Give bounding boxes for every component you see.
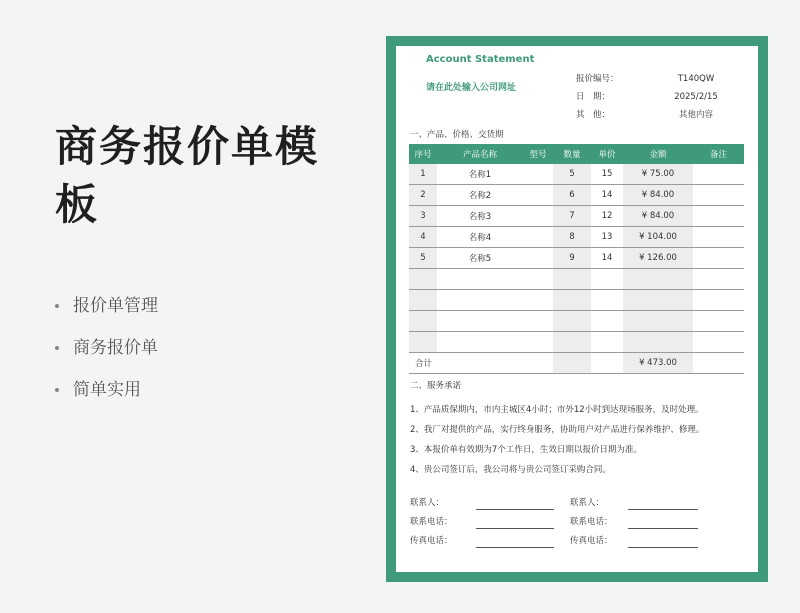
table-cell xyxy=(523,353,553,374)
table-cell xyxy=(623,290,693,311)
bullet-dot-icon xyxy=(55,346,59,350)
quote-sheet xyxy=(396,46,758,572)
contact-label: 联系电话： xyxy=(410,517,453,527)
contact-label: 联系电话： xyxy=(570,517,613,527)
bullet-dot-icon xyxy=(55,388,59,392)
table-cell xyxy=(409,290,437,311)
table-cell: 2 xyxy=(409,185,437,206)
table-cell xyxy=(623,332,693,353)
table-cell xyxy=(523,248,553,269)
col-header: 序号 xyxy=(409,144,437,164)
contact-label: 联系人： xyxy=(570,498,605,508)
table-cell: 14 xyxy=(591,248,623,269)
table-cell: ¥ 104.00 xyxy=(623,227,693,248)
doc-meta xyxy=(576,70,756,124)
table-cell xyxy=(409,311,437,332)
table-cell xyxy=(693,290,744,311)
table-cell: 7 xyxy=(553,206,591,227)
section-heading: 二、服务承诺 xyxy=(410,381,462,391)
table-cell xyxy=(409,269,437,290)
contact-label: 联系人： xyxy=(410,498,445,508)
table-cell: ¥ 126.00 xyxy=(623,248,693,269)
table-row xyxy=(409,290,744,311)
contact-row xyxy=(410,532,750,551)
table-cell xyxy=(591,290,623,311)
table-cell xyxy=(553,332,591,353)
feature-item xyxy=(55,327,158,369)
table-cell xyxy=(437,269,523,290)
table-cell xyxy=(523,206,553,227)
doc-title: Account Statement xyxy=(426,54,535,65)
total-row xyxy=(409,353,744,374)
table-cell: ¥ 84.00 xyxy=(623,185,693,206)
table-cell: 6 xyxy=(553,185,591,206)
table-row xyxy=(409,206,744,227)
bullet-dot-icon xyxy=(55,304,59,308)
table-row xyxy=(409,248,744,269)
table-cell xyxy=(437,290,523,311)
table-cell xyxy=(591,311,623,332)
contact-line xyxy=(628,499,698,510)
table-cell xyxy=(409,332,437,353)
meta-row xyxy=(576,106,756,124)
table-cell: 名称3 xyxy=(437,206,523,227)
col-header: 型号 xyxy=(523,144,553,164)
contact-line xyxy=(628,518,698,529)
table-cell xyxy=(693,206,744,227)
feature-list xyxy=(55,285,158,411)
table-cell: 3 xyxy=(409,206,437,227)
table-cell: ¥ 84.00 xyxy=(623,206,693,227)
table-cell xyxy=(693,353,744,374)
table-cell xyxy=(591,353,623,374)
table-cell xyxy=(553,353,591,374)
table-cell xyxy=(623,269,693,290)
table-cell xyxy=(591,269,623,290)
table-cell: 8 xyxy=(553,227,591,248)
table-cell: 12 xyxy=(591,206,623,227)
meta-label: 其 他： xyxy=(576,110,611,120)
meta-label: 日 期： xyxy=(576,92,611,102)
page-title: 商务报价单模板 xyxy=(55,122,320,229)
table-cell xyxy=(523,332,553,353)
table-cell xyxy=(693,227,744,248)
meta-label: 报价编号： xyxy=(576,74,619,84)
contact-row xyxy=(410,513,750,532)
table-cell xyxy=(437,311,523,332)
meta-value: T140QW xyxy=(677,74,715,84)
contact-line xyxy=(476,518,554,529)
table-cell xyxy=(523,269,553,290)
col-header: 产品名称 xyxy=(437,144,523,164)
table-cell: 14 xyxy=(591,185,623,206)
table-cell xyxy=(553,269,591,290)
feature-item xyxy=(55,285,158,327)
feature-label: 简单实用 xyxy=(73,380,141,400)
contact-line xyxy=(476,499,554,510)
table-cell xyxy=(591,332,623,353)
table-row xyxy=(409,332,744,353)
table-cell xyxy=(693,164,744,185)
contact-line xyxy=(628,537,698,548)
service-terms xyxy=(410,400,750,480)
table-cell xyxy=(523,185,553,206)
term-item: 2、我厂对提供的产品，实行终身服务，协助用户对产品进行保养维护、修理。 xyxy=(410,425,705,435)
table-cell: 名称5 xyxy=(437,248,523,269)
table-row xyxy=(409,269,744,290)
meta-value: 其他内容 xyxy=(678,110,713,120)
table-cell xyxy=(693,185,744,206)
company-url: 请在此处输入公司网址 xyxy=(426,83,517,93)
table-cell: 合计 xyxy=(409,353,437,374)
contact-label: 传真电话： xyxy=(410,536,453,546)
table-cell xyxy=(523,311,553,332)
col-header: 单价 xyxy=(591,144,623,164)
table-cell: 15 xyxy=(591,164,623,185)
table-cell: 5 xyxy=(409,248,437,269)
table-cell: ¥ 473.00 xyxy=(623,353,693,374)
col-header: 金额 xyxy=(623,144,693,164)
term-item: 4、贵公司签订后，我公司将与贵公司签订采购合同。 xyxy=(410,465,611,475)
table-cell xyxy=(523,290,553,311)
table-cell xyxy=(693,311,744,332)
table-cell: 4 xyxy=(409,227,437,248)
table-cell xyxy=(523,227,553,248)
table-cell xyxy=(693,248,744,269)
term-item: 3、本报价单有效期为7个工作日，生效日期以报价日期为准。 xyxy=(410,445,642,455)
contact-label: 传真电话： xyxy=(570,536,613,546)
table-row xyxy=(409,185,744,206)
meta-row xyxy=(576,70,756,88)
contact-section xyxy=(410,494,750,551)
table-cell: ¥ 75.00 xyxy=(623,164,693,185)
table-row xyxy=(409,311,744,332)
table-cell: 名称1 xyxy=(437,164,523,185)
table-row xyxy=(409,227,744,248)
table-cell: 9 xyxy=(553,248,591,269)
table-cell: 名称2 xyxy=(437,185,523,206)
table-cell xyxy=(693,269,744,290)
table-cell xyxy=(437,332,523,353)
table-cell: 1 xyxy=(409,164,437,185)
feature-label: 商务报价单 xyxy=(73,338,158,358)
term-item: 1、产品质保期内，市内主城区4小时；市外12小时到达现场服务，及时处理。 xyxy=(410,405,704,415)
table-header-row xyxy=(409,144,744,164)
feature-label: 报价单管理 xyxy=(73,296,158,316)
col-header: 数量 xyxy=(553,144,591,164)
section-heading: 一、产品、价格、交货期 xyxy=(410,130,504,140)
meta-value: 2025/2/15 xyxy=(674,92,718,102)
table-cell xyxy=(553,290,591,311)
table-row xyxy=(409,164,744,185)
contact-line xyxy=(476,537,554,548)
table-cell xyxy=(523,164,553,185)
quote-table xyxy=(409,144,744,374)
feature-item xyxy=(55,369,158,411)
table-cell: 名称4 xyxy=(437,227,523,248)
table-cell: 13 xyxy=(591,227,623,248)
table-cell xyxy=(693,332,744,353)
col-header: 备注 xyxy=(693,144,744,164)
document-frame xyxy=(386,36,768,582)
table-cell xyxy=(553,311,591,332)
table-cell: 5 xyxy=(553,164,591,185)
contact-row xyxy=(410,494,750,513)
table-cell xyxy=(437,353,523,374)
table-cell xyxy=(623,311,693,332)
meta-row xyxy=(576,88,756,106)
